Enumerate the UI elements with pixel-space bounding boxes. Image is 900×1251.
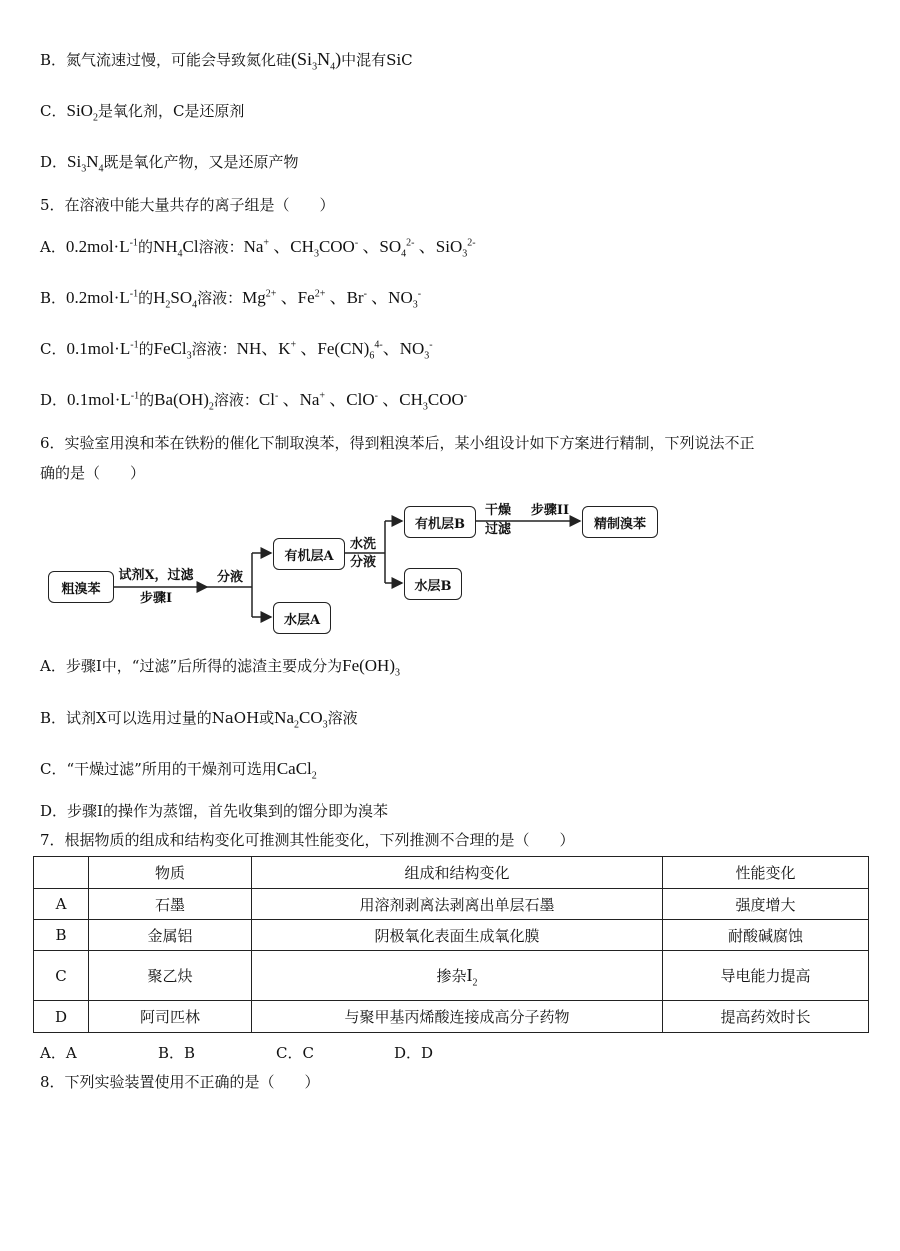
table-header <box>34 857 89 889</box>
formula-si3n4: $(Si_3N_4)$ <box>291 49 342 73</box>
q5-stem: 5．在溶液中能大量共存的离子组是（ ） <box>40 196 335 214</box>
table-cell: A <box>34 889 89 920</box>
table-header: 性能变化 <box>663 857 869 889</box>
box-water-layer-b: 水层B <box>404 568 462 600</box>
choice-d[interactable]: D．D <box>394 1044 434 1062</box>
table-cell: 聚乙炔 <box>89 951 252 1001</box>
option-text: 步骤I的操作为蒸馏，首先收集到的馏分即为溴苯 <box>67 802 388 820</box>
table-cell: 阿司匹林 <box>89 1001 252 1033</box>
formula-nh4cl: $NH_4Cl$ <box>152 237 199 260</box>
table-header: 物质 <box>89 857 252 889</box>
table-cell: 石墨 <box>89 889 252 920</box>
label-filter: 过滤 <box>484 522 511 537</box>
table-row <box>34 920 869 951</box>
ion-list: NH、K+ 、$Fe(CN)_6^{4-}$、$NO_3^-$ <box>236 339 433 362</box>
box-organic-layer-a: 有机层A <box>273 538 345 570</box>
formula-feoh3: $Fe(OH)_3$ <box>342 656 400 679</box>
q6-stem-line1: 6．实验室用溴和苯在铁粉的催化下制取溴苯，得到粗溴苯后，某小组设计如下方案进行精制，下列说法不正 <box>40 434 755 452</box>
option-label: C． <box>40 340 67 358</box>
option-label: D． <box>40 153 68 171</box>
concentration: $0.2mol\cdot L^{-1}$ <box>65 237 138 256</box>
box-water-layer-a: 水层A <box>273 602 331 634</box>
table-cell: 金属铝 <box>89 920 252 951</box>
table-header-row <box>34 857 869 889</box>
concentration: $0.1mol\cdot L^{-1}$ <box>67 390 140 409</box>
option-label: D． <box>40 802 68 820</box>
option-text: 的 <box>139 391 155 409</box>
option-text: 溶液： <box>197 289 243 307</box>
formula-na2co3: $Na_2CO_3$ <box>274 708 328 731</box>
formula-sio2: SiO$_2$ <box>66 101 98 124</box>
option-text: 氮气流速过慢，可能会导致氮化硅 <box>66 51 292 69</box>
q7-table <box>33 856 869 1033</box>
label-separate-2: 分液 <box>349 555 376 570</box>
table-row <box>34 951 869 1001</box>
option-text: 的 <box>138 340 154 358</box>
q8-stem: 8．下列实验装置使用不正确的是（ ） <box>40 1073 320 1091</box>
table-cell: D <box>34 1001 89 1033</box>
ion-list: Cl- 、Na+ 、ClO- 、$CH_3COO^-$ <box>258 390 468 413</box>
choice-b[interactable]: B．B <box>158 1044 196 1062</box>
cell-text: 掺杂 <box>436 967 467 985</box>
formula-i2: $I_2$ <box>466 965 478 989</box>
q7-stem: 7．根据物质的组成和结构变化可推测其性能变化，下列推测不合理的是（ ） <box>40 831 575 849</box>
ion-list: Na+ 、$CH_3COO^-$ 、$SO_4^{2-}$ 、SiO$_3^{2-}$ <box>243 237 476 260</box>
option-label: B． <box>40 709 67 727</box>
concentration: $0.2mol\cdot L^{-1}$ <box>66 288 139 307</box>
option-label: C． <box>40 760 67 778</box>
option-text: 溶液： <box>213 391 259 409</box>
option-text: 溶液： <box>191 340 237 358</box>
formula-si3n4: $Si_3N_4$ <box>67 152 104 175</box>
table-cell: C <box>34 951 89 1001</box>
table-header: 组成和结构变化 <box>252 857 663 889</box>
choice-c[interactable]: C．C <box>276 1044 314 1062</box>
option-label: A． <box>40 657 66 675</box>
label-separate: 分液 <box>216 570 243 585</box>
table-cell: 耐酸碱腐蚀 <box>663 920 869 951</box>
concentration: $0.1mol\cdot L^{-1}$ <box>66 339 139 358</box>
formula-cacl2: CaCl$_2$ <box>276 759 317 782</box>
table-cell: B <box>34 920 89 951</box>
option-text: 中混有SiC <box>341 51 413 69</box>
table-cell <box>252 951 663 1001</box>
formula-fecl3: FeCl$_3$ <box>153 339 192 362</box>
table-cell: 阴极氧化表面生成氧化膜 <box>252 920 663 951</box>
option-text: 是氧化剂，C是还原剂 <box>97 102 245 120</box>
table-cell: 导电能力提高 <box>663 951 869 1001</box>
option-text: 的 <box>138 289 154 307</box>
option-text: “干燥过滤”所用的干燥剂可选用 <box>66 760 277 778</box>
label-dry: 干燥 <box>484 503 511 518</box>
q6-option-a <box>40 655 400 677</box>
box-refined-bromobenzene: 精制溴苯 <box>582 506 658 538</box>
table-row <box>34 889 869 920</box>
q6-option-d <box>40 800 388 822</box>
label-water-wash: 水洗 <box>349 537 376 552</box>
option-label: A． <box>40 238 66 256</box>
q6-option-c <box>40 758 317 780</box>
label-reagent-x-filter: 试剂X，过滤 <box>118 568 194 583</box>
table-cell: 与聚甲基丙烯酸连接成高分子药物 <box>252 1001 663 1033</box>
option-text: 的 <box>137 238 153 256</box>
option-text: 既是氧化产物，又是还原产物 <box>103 153 299 171</box>
q6-stem-line2: 确的是（ ） <box>40 464 146 482</box>
table-cell: 用溶剂剥离法剥离出单层石墨 <box>252 889 663 920</box>
choice-a[interactable]: A．A <box>40 1044 77 1062</box>
q6-option-b <box>40 707 358 729</box>
label-step-2: 步骤II <box>530 503 570 518</box>
label-step-1: 步骤I <box>139 591 173 606</box>
table-cell: 提高药效时长 <box>663 1001 869 1033</box>
option-text: 步骤I中，“过滤”后所得的滤渣主要成分为 <box>65 657 343 675</box>
table-cell: 强度增大 <box>663 889 869 920</box>
table-row <box>34 1001 869 1033</box>
q7-options <box>40 1042 433 1063</box>
option-text: 试剂X可以选用过量的NaOH或 <box>66 709 275 727</box>
formula-h2so4: $H_2SO_4$ <box>153 288 198 311</box>
option-label: C． <box>40 102 67 120</box>
formula-baoh2: $Ba(OH)_2$ <box>154 390 214 413</box>
option-text: 溶液： <box>198 238 244 256</box>
option-label: D． <box>40 391 68 409</box>
option-label: B． <box>40 289 67 307</box>
option-text: 溶液 <box>327 709 358 727</box>
ion-list: $Mg^{2+}$ 、$Fe^{2+}$ 、Br- 、$NO_3^-$ <box>242 288 422 311</box>
option-label: B． <box>40 51 67 69</box>
box-organic-layer-b: 有机层B <box>404 506 476 538</box>
box-crude-bromobenzene: 粗溴苯 <box>48 571 114 603</box>
